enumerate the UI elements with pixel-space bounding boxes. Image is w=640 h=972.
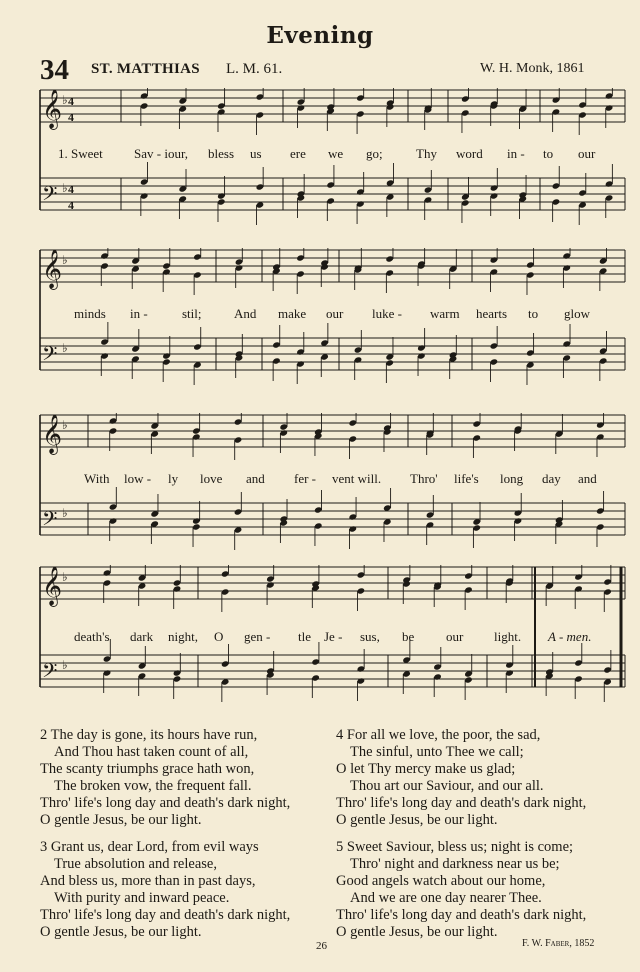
lyric-syllable: and xyxy=(246,471,265,486)
music-system-3 xyxy=(36,413,626,565)
flat-icon: ♭ xyxy=(62,341,68,355)
verse-5-line: Thro' life's long day and death's dark night, xyxy=(336,906,587,923)
verse-3-line: With purity and inward peace. xyxy=(54,889,230,906)
lyric-syllable: Sav - iour, xyxy=(134,146,188,161)
lyrics-line xyxy=(36,146,626,162)
hymn-section-title: Evening xyxy=(266,22,374,49)
treble-clef-icon: 𝄞 xyxy=(42,89,63,129)
bass-clef-icon: 𝄢 xyxy=(42,507,58,535)
verse-2-line: 2 The day is gone, its hours have run, xyxy=(40,727,258,743)
composer: W. H. Monk, 1861 xyxy=(480,61,585,76)
hymn-number: 34 xyxy=(40,54,69,86)
lyric-syllable: make xyxy=(278,306,307,321)
lyric-syllable: in - xyxy=(130,306,148,321)
treble-clef-icon: 𝄞 xyxy=(42,414,63,454)
flat-icon: ♭ xyxy=(62,506,68,520)
lyric-amen: A - men. xyxy=(548,629,592,644)
verse-2-line: O gentle Jesus, be our light. xyxy=(40,812,202,829)
flat-icon: ♭ xyxy=(62,181,68,195)
lyric-syllable: Thro' xyxy=(410,471,438,486)
lyric-syllable: Thy xyxy=(416,146,437,161)
lyric-syllable: stil; xyxy=(182,306,202,321)
verses-left-column xyxy=(40,727,340,941)
verse-3-line: 3 Grant us, dear Lord, from evil ways xyxy=(40,838,259,855)
flat-icon: ♭ xyxy=(62,253,68,267)
lyric-syllable: we xyxy=(328,146,344,161)
verse-4-line: 4 For all we love, the poor, the sad, xyxy=(336,727,541,743)
lyric-syllable: hearts xyxy=(476,306,508,321)
verse-4-line: Thro' life's long day and death's dark night, xyxy=(336,795,587,812)
lyric-syllable: ly xyxy=(168,471,179,486)
lyric-syllable: fer - xyxy=(294,471,317,486)
music-staves xyxy=(36,413,626,565)
bass-clef-icon: 𝄢 xyxy=(42,182,58,210)
lyric-syllable: night, xyxy=(168,629,198,644)
lyric-syllable: bless xyxy=(208,146,234,161)
hymn-author: F. W. Faber, 1852 xyxy=(522,938,595,949)
lyric-syllable: go; xyxy=(366,146,383,161)
verse-4-line: Thou art our Saviour, and our all. xyxy=(350,778,544,795)
lyric-syllable: our xyxy=(578,146,596,161)
lyric-syllable: 1. Sweet xyxy=(58,146,103,161)
lyric-syllable: and xyxy=(578,471,597,486)
lyric-syllable: vent will. xyxy=(332,471,382,486)
tune-name: ST. MATTHIAS xyxy=(91,61,200,77)
lyric-syllable: And xyxy=(234,306,257,321)
lyric-syllable: warm xyxy=(430,306,460,321)
verses-right-column xyxy=(336,727,636,941)
lyric-syllable: low - xyxy=(124,471,152,486)
lyric-syllable: word xyxy=(456,146,483,161)
lyric-syllable: glow xyxy=(564,306,590,321)
lyric-syllable: ere xyxy=(290,146,306,161)
verse-3-line: True absolution and release, xyxy=(54,855,217,872)
verse-5-line: O gentle Jesus, be our light. xyxy=(336,924,498,941)
lyric-syllable: love xyxy=(200,471,223,486)
lyric-syllable: luke - xyxy=(372,306,402,321)
lyrics-line xyxy=(36,471,626,487)
verse-2-line: And Thou hast taken count of all, xyxy=(54,744,249,761)
music-system-1 xyxy=(36,88,626,240)
verse-5-line: Good angels watch about our home, xyxy=(336,872,546,889)
verse-2-line: The scanty triumphs grace hath won, xyxy=(40,761,255,778)
flat-icon: ♭ xyxy=(62,658,68,672)
lyric-syllable: to xyxy=(543,146,554,161)
verse-2-line: The broken vow, the frequent fall. xyxy=(54,778,252,795)
flat-icon: ♭ xyxy=(62,418,68,432)
lyric-syllable: in - xyxy=(507,146,525,161)
treble-clef-icon: 𝄞 xyxy=(42,566,63,606)
verse-4-line: O gentle Jesus, be our light. xyxy=(336,812,498,829)
lyric-syllable: Je - xyxy=(324,629,343,644)
lyric-syllable: gen - xyxy=(244,629,271,644)
time-signature: 4 xyxy=(68,110,74,124)
bass-clef-icon: 𝄢 xyxy=(42,342,58,370)
music-staves xyxy=(36,88,626,240)
lyric-syllable: sus, xyxy=(360,629,380,644)
flat-icon: ♭ xyxy=(62,93,68,107)
verse-5-line: Thro' night and darkness near us be; xyxy=(350,855,560,872)
verse-4-line: O let Thy mercy make us glad; xyxy=(336,761,516,778)
lyric-syllable: to xyxy=(528,306,539,321)
page-number: 26 xyxy=(316,940,327,952)
verse-2-line: Thro' life's long day and death's dark night, xyxy=(40,795,291,812)
lyric-syllable: long xyxy=(500,471,524,486)
meter: L. M. 61. xyxy=(226,61,283,77)
lyric-syllable: our xyxy=(446,629,464,644)
lyric-syllable: be xyxy=(402,629,415,644)
lyrics-line xyxy=(36,306,626,322)
lyric-syllable: minds xyxy=(74,306,106,321)
music-system-4 xyxy=(36,565,626,717)
verse-5-line: 5 Sweet Saviour, bless us; night is come; xyxy=(336,838,574,855)
lyric-syllable: O xyxy=(214,629,224,644)
lyrics-line xyxy=(36,629,626,645)
time-signature: 4 xyxy=(68,182,74,196)
lyric-syllable: day xyxy=(542,471,561,486)
lyric-syllable: With xyxy=(84,471,110,486)
time-signature: 4 xyxy=(68,198,74,212)
lyric-syllable: light. xyxy=(494,629,522,644)
lyric-syllable: life's xyxy=(454,471,479,486)
music-system-2 xyxy=(36,248,626,400)
lyric-syllable: tle xyxy=(298,629,311,644)
lyric-syllable: our xyxy=(326,306,344,321)
lyric-syllable: dark xyxy=(130,629,154,644)
verse-3-line: And bless us, more than in past days, xyxy=(40,872,256,889)
verse-3-line: O gentle Jesus, be our light. xyxy=(40,924,202,941)
music-staves xyxy=(36,248,626,400)
verse-4-line: The sinful, unto Thee we call; xyxy=(350,744,524,761)
time-signature: 4 xyxy=(68,94,74,108)
verse-3-line: Thro' life's long day and death's dark night, xyxy=(40,906,291,923)
bass-clef-icon: 𝄢 xyxy=(42,659,58,687)
lyric-syllable: death's xyxy=(74,629,110,644)
treble-clef-icon: 𝄞 xyxy=(42,249,63,289)
verse-5-line: And we are one day nearer Thee. xyxy=(350,889,542,906)
lyric-syllable: us xyxy=(250,146,262,161)
flat-icon: ♭ xyxy=(62,570,68,584)
